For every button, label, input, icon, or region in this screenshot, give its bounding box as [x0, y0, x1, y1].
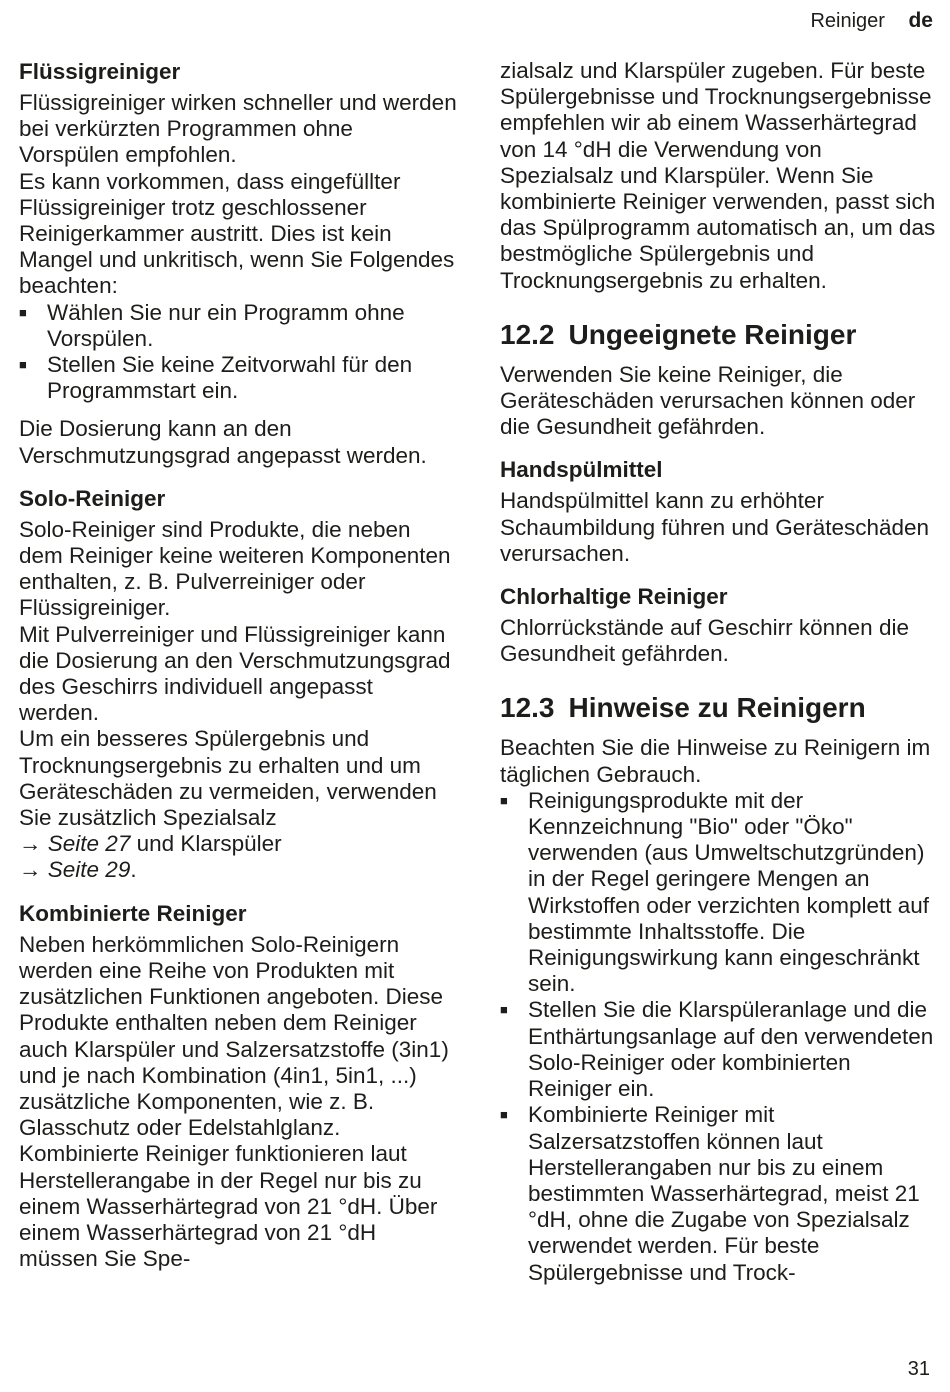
- bullet-list: [500, 788, 940, 1286]
- section-title: Hinweise zu Reinigern: [568, 692, 866, 724]
- paragraph: Flüssigreiniger wirken schneller und werden bei verkürzten Programmen ohne Vorspülen empfohlen.: [19, 90, 457, 168]
- paragraph: zialsalz und Klarspüler zugeben. Für beste Spülergebnisse und Trocknungsergebnisse empfehlen wir ab einem Wasserhärtegrad von 14 °dH die Verwendung von Spezialsalz und Klarspüler. Wenn Sie kombinierte Reiniger verwenden, passt sich das Spülprogramm automatisch an, um das bestmögliche Spülergebnis und Trocknungsergebnis zu erhalten.: [500, 58, 936, 293]
- list-item: ■ Stellen Sie die Klarspüleranlage und die Enthärtungsanlage auf den verwendeten Solo-Reiniger oder kombinierten Reiniger ein.: [500, 997, 940, 1102]
- list-item: ■ Kombinierte Reiniger mit Salzersatzstoffen können laut Herstellerangaben nur bis zu einem bestimmten Wasserhärtegrad, meist 21 °dH, ohne die Zugabe von Spezialsalz verwendet werden. Für beste Spülergebnisse und Trock-: [500, 1102, 940, 1285]
- heading-kombinierte-reiniger: Kombinierte Reiniger: [19, 900, 247, 926]
- paragraph: Neben herkömmlichen Solo-Reinigern werden eine Reihe von Produkten mit zusätzlichen Funktionen angeboten. Diese Produkte enthalten neben dem Reiniger auch Klarspüler und Salzersatzstoffe (3in1) und je nach Kombination (4in1, 5in1, ...) zusätzliche Komponenten, wie z. B. Glasschutz oder Edelstahlglanz.: [19, 931, 449, 1141]
- heading-handspuelmittel: Handspülmittel: [500, 457, 663, 483]
- paragraph: Handspülmittel kann zu erhöhter Schaumbildung führen und Geräteschäden verursachen.: [500, 488, 930, 566]
- bullet-list: [19, 300, 459, 405]
- heading-chlorhaltige-reiniger: Chlorhaltige Reiniger: [500, 584, 728, 610]
- paragraph: Solo-Reiniger sind Produkte, die neben dem Reiniger keine weiteren Komponenten enthalten, z. B. Pulverreiniger oder Flüssigreiniger.: [19, 516, 451, 621]
- section-heading-12-2: [500, 318, 940, 352]
- heading-solo-reiniger: Solo-Reiniger: [19, 485, 166, 511]
- paragraph: Chlorrückstände auf Geschirr können die Gesundheit gefährden.: [500, 615, 909, 667]
- right-column: [500, 58, 940, 1286]
- paragraph: Mit Pulverreiniger und Flüssigreiniger kann die Dosierung an den Verschmutzungsgrad des Geschirrs individuell angepasst werden.: [19, 621, 451, 726]
- page-reference-link[interactable]: Seite 27: [47, 831, 131, 857]
- left-column: [19, 58, 459, 1272]
- paragraph-text: und Klarspüler: [136, 831, 282, 857]
- paragraph: Es kann vorkommen, dass eingefüllter Flüssigreiniger trotz geschlossener Reinigerkammer austritt. Dies ist kein Mangel und unkritisch, wenn Sie Folgendes beachten:: [19, 168, 455, 299]
- page-number: 31: [907, 1358, 930, 1380]
- list-item: ■ Stellen Sie keine Zeitvorwahl für den Programmstart ein.: [19, 352, 459, 404]
- page-reference-link[interactable]: Seite 29: [47, 857, 131, 883]
- paragraph: Kombinierte Reiniger funktionieren laut Herstellerangabe in der Regel nur bis zu einem Wasserhärtegrad von 21 °dH. Über einem Wasserhärtegrad von 21 °dH müssen Sie Spe-: [19, 1141, 438, 1272]
- header-section-title: Reiniger: [810, 10, 885, 32]
- list-item: ■ Reinigungsprodukte mit der Kennzeichnung "Bio" oder "Öko" verwenden (aus Umweltschutzgründen) in der Regel geringere Mengen an Wirkstoffen oder verzichten komplett auf bestimmte Inhaltsstoffe. Die Reinigungswirkung kann eingeschränkt sein.: [500, 788, 940, 998]
- section-number: 12.3: [500, 692, 555, 724]
- header-language-code: de: [908, 9, 933, 32]
- paragraph: Beachten Sie die Hinweise zu Reinigern im täglichen Gebrauch.: [500, 735, 931, 787]
- paragraph-text: Um ein besseres Spülergebnis und Trocknungsergebnis zu erhalten und um Geräteschäden zu vermeiden, verwenden Sie zusätzlich Spezialsalz: [19, 726, 437, 831]
- page-header: [810, 8, 933, 34]
- section-number: 12.2: [500, 318, 555, 350]
- arrow-icon: →: [19, 831, 42, 857]
- paragraph: Um ein besseres Spülergebnis und Trocknungsergebnis zu erhalten und um Geräteschäden zu vermeiden, verwenden Sie zusätzlich Spezialsalz → Seite 27 und Klarspüler → Seite 29.: [19, 726, 437, 883]
- list-item: ■ Wählen Sie nur ein Programm ohne Vorspülen.: [19, 300, 459, 352]
- arrow-icon: →: [19, 857, 42, 883]
- paragraph: Die Dosierung kann an den Verschmutzungsgrad angepasst werden.: [19, 416, 427, 468]
- section-title: Ungeeignete Reiniger: [568, 318, 857, 350]
- paragraph: Verwenden Sie keine Reiniger, die Geräteschäden verursachen können oder die Gesundheit gefährden.: [500, 361, 916, 440]
- section-heading-12-3: [500, 691, 940, 725]
- heading-fluessigreiniger: Flüssigreiniger: [19, 59, 181, 84]
